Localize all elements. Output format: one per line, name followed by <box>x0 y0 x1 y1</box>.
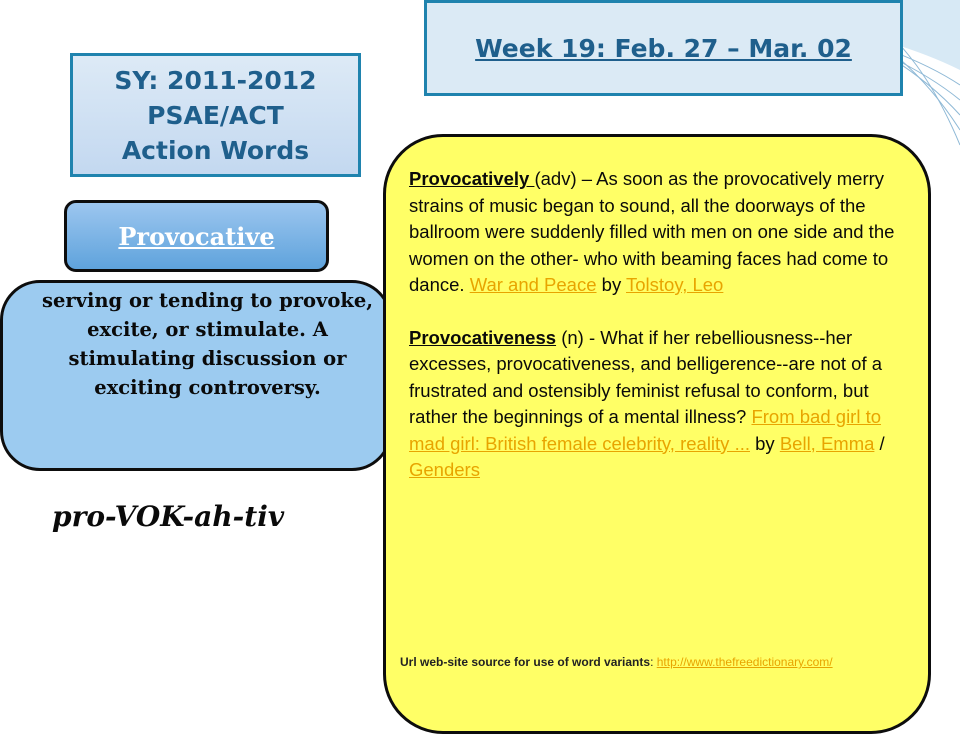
author-link[interactable]: Bell, Emma <box>779 432 875 454</box>
book-title-link[interactable]: From bad girl to mad girl: British female celebrity, reality ... <box>409 406 882 454</box>
source-colon: : <box>650 655 657 669</box>
example-noun-sentence: (n) - What if her rebelliousness--her excesses, provocativeness, and belligerence--are not of a frustrated and ostensibly feminist refusal to conform, but rather the beginnings of a mental illness? <box>409 326 883 427</box>
definition-text: serving or tending to provoke, excite, or stimulate. A stimulating discussion or exciting controversy. <box>41 289 374 399</box>
examples-text <box>409 166 901 484</box>
book-title-link[interactable]: War and Peace <box>469 274 597 295</box>
source-url-link[interactable]: http://www.thefreedictionary.com/ <box>656 655 833 669</box>
vocabulary-word-box <box>64 200 329 272</box>
school-year-box <box>70 53 361 177</box>
headword-noun: Provocativeness <box>409 326 557 348</box>
example-adverb-sentence: (adv) – As soon as the provocatively merry strains of music began to sound, all the doorways of the ballroom were suddenly filled with men on one side and the women on the other- who with beaming faces had come to dance. <box>409 168 895 295</box>
pronunciation: pro-VOK-ah-tiv <box>52 500 285 533</box>
headword-adverb: Provocatively <box>409 168 535 189</box>
week-title: Week 19: Feb. 27 – Mar. 02 <box>475 33 852 63</box>
by-label: by <box>596 274 626 295</box>
example-adverb <box>409 166 901 299</box>
week-title-box <box>424 0 903 96</box>
by-label: by <box>750 432 780 454</box>
vocabulary-word: Provocative <box>118 221 275 251</box>
school-year-label: SY: 2011-2012 <box>114 65 317 95</box>
action-words-label: Action Words <box>121 135 310 165</box>
source-label: Url web-site source for use of word variants <box>400 655 651 669</box>
exam-label: PSAE/ACT <box>147 100 284 130</box>
source-footer <box>400 655 833 669</box>
author-link[interactable]: Tolstoy, Leo <box>626 274 724 295</box>
genre-link[interactable]: Genders <box>409 459 480 480</box>
example-noun <box>409 325 901 484</box>
separator: / <box>874 432 885 454</box>
